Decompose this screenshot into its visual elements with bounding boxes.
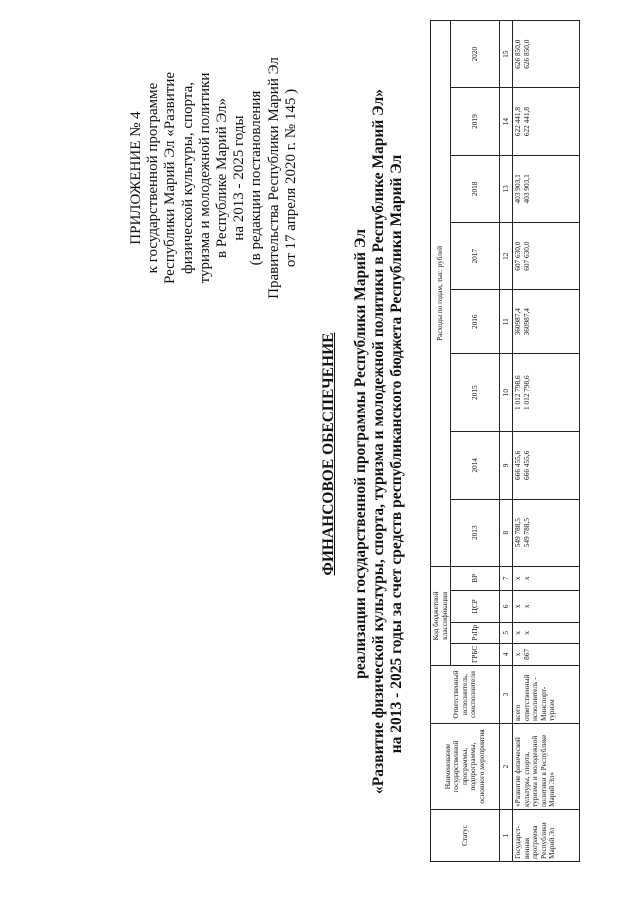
cell-csr bbox=[513, 590, 580, 622]
column-number: 2 bbox=[500, 724, 513, 810]
code-value: x bbox=[521, 576, 531, 581]
value-executor: 1 012 798,6 bbox=[521, 375, 531, 410]
header-year: 2016 bbox=[451, 290, 500, 354]
appendix-line: физической культуры, спорта, bbox=[179, 82, 196, 274]
header-status: Статус bbox=[431, 810, 500, 862]
table-row bbox=[513, 21, 580, 862]
header-year: 2014 bbox=[451, 432, 500, 499]
financial-table bbox=[430, 20, 580, 862]
header-name: Наименование государственной программы, подпрограммы, основного мероприятия bbox=[431, 724, 500, 810]
appendix-block bbox=[128, 28, 300, 328]
value-total: 549 788,5 bbox=[513, 518, 522, 548]
cell-value-2018 bbox=[513, 155, 580, 222]
header-vr: ВР bbox=[451, 566, 500, 590]
column-number: 10 bbox=[500, 354, 513, 432]
title-main: ФИНАНСОВОЕ ОБЕСПЕЧЕНИЕ bbox=[320, 332, 337, 576]
value-total: 622 441,8 bbox=[513, 106, 522, 137]
column-number: 15 bbox=[500, 21, 513, 88]
code-value: 867 bbox=[521, 648, 531, 660]
column-number-row bbox=[500, 21, 513, 862]
value-total: 403 903,1 bbox=[513, 174, 522, 204]
cell-value-2015 bbox=[513, 354, 580, 432]
cell-program-name: «Развитие физической культуры, спорта, туризма и молодежной политики в Республике Марий Эл» bbox=[513, 724, 580, 810]
value-total: 360987,4 bbox=[513, 308, 522, 336]
header-year: 2020 bbox=[451, 21, 500, 88]
value-total: 626 850,0 bbox=[513, 39, 522, 69]
value-total: 607 630,0 bbox=[513, 241, 522, 271]
header-budget-code: Код бюджетной классификации bbox=[431, 566, 451, 665]
cell-value-2013 bbox=[513, 499, 580, 566]
value-total: 1 012 798,6 bbox=[513, 375, 522, 410]
value-executor: 549 788,5 bbox=[521, 518, 531, 548]
code-value: x bbox=[513, 630, 522, 635]
appendix-line: Республики Марий Эл «Развитие bbox=[162, 72, 179, 285]
code-value: x bbox=[513, 576, 522, 581]
header-rzpr: РзПр bbox=[451, 622, 500, 643]
responsible-total: всего bbox=[513, 704, 522, 721]
column-number: 9 bbox=[500, 432, 513, 499]
column-number: 8 bbox=[500, 499, 513, 566]
header-responsible: Ответственный исполнитель, соисполнители bbox=[431, 666, 500, 724]
column-number: 13 bbox=[500, 155, 513, 222]
column-number: 14 bbox=[500, 88, 513, 155]
value-executor: 622 441,8 bbox=[521, 106, 531, 137]
appendix-line: в Республике Марий Эл» bbox=[214, 97, 231, 259]
header-year: 2015 bbox=[451, 354, 500, 432]
value-executor: 360987,4 bbox=[521, 308, 531, 336]
cell-value-2016 bbox=[513, 290, 580, 354]
header-grbs: ГРБС bbox=[451, 643, 500, 665]
title-line: «Развитие физической культуры, спорта, туризма и молодежной политики в Республике Марий Эл» bbox=[370, 89, 387, 794]
header-expenses: Расходы по годам, тыс. рублей bbox=[431, 21, 451, 567]
appendix-line: Правительства Республики Марий Эл bbox=[265, 57, 282, 299]
cell-grbs bbox=[513, 643, 580, 665]
header-csr: ЦСР bbox=[451, 590, 500, 622]
cell-status: Государст-венная программа Республики Марий Эл bbox=[513, 810, 580, 862]
appendix-line: туризма и молодежной политики bbox=[196, 72, 213, 284]
title-line: на 2013 - 2025 годы за счет средств республиканского бюджета Республики Марий Эл bbox=[388, 154, 405, 754]
cell-responsible bbox=[513, 666, 580, 724]
cell-vr bbox=[513, 566, 580, 590]
column-number: 1 bbox=[500, 810, 513, 862]
column-number: 4 bbox=[500, 643, 513, 665]
code-value: x bbox=[513, 652, 522, 657]
cell-rzpr bbox=[513, 622, 580, 643]
header-year: 2018 bbox=[451, 155, 500, 222]
document-title bbox=[320, 89, 406, 794]
value-executor: 607 630,0 bbox=[521, 241, 531, 271]
appendix-line: ПРИЛОЖЕНИЕ № 4 bbox=[128, 111, 144, 245]
column-number: 5 bbox=[500, 622, 513, 643]
appendix-line: (в редакции постановления bbox=[248, 90, 265, 266]
code-value: x bbox=[521, 630, 531, 635]
header-year: 2017 bbox=[451, 223, 500, 290]
column-number: 3 bbox=[500, 666, 513, 724]
appendix-line: к государственной программе bbox=[145, 82, 162, 274]
value-executor: 626 850,0 bbox=[521, 39, 531, 69]
column-number: 12 bbox=[500, 223, 513, 290]
column-number: 11 bbox=[500, 290, 513, 354]
cell-value-2017 bbox=[513, 223, 580, 290]
cell-value-2014 bbox=[513, 432, 580, 499]
value-total: 666 455,6 bbox=[513, 450, 522, 480]
appendix-line: от 17 апреля 2020 г. № 145 ) bbox=[282, 88, 299, 268]
code-value: x bbox=[513, 604, 522, 609]
cell-value-2019 bbox=[513, 88, 580, 155]
value-executor: 403 903,1 bbox=[521, 174, 531, 204]
column-number: 6 bbox=[500, 590, 513, 622]
header-year: 2013 bbox=[451, 499, 500, 566]
cell-value-2020 bbox=[513, 21, 580, 88]
value-executor: 666 455,6 bbox=[521, 450, 531, 480]
responsible-executor: ответственный исполнитель - Минспорт-туризм bbox=[521, 674, 556, 721]
column-number: 7 bbox=[500, 566, 513, 590]
appendix-line: на 2013 - 2025 годы bbox=[231, 115, 248, 241]
title-line: реализации государственной программы Республики Марий Эл bbox=[352, 229, 369, 679]
header-year: 2019 bbox=[451, 88, 500, 155]
code-value: x bbox=[521, 604, 531, 609]
